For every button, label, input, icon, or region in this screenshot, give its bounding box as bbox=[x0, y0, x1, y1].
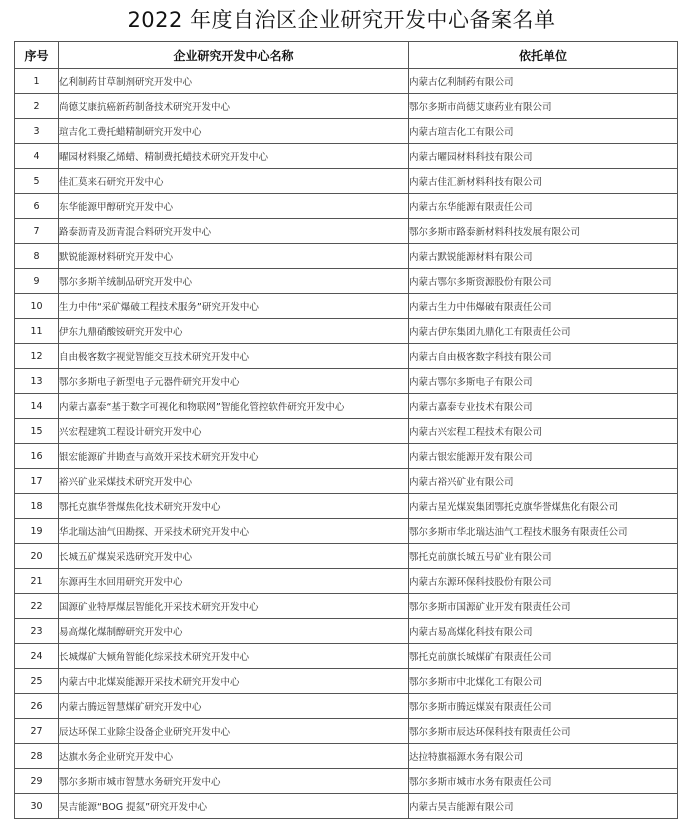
organization-cell: 内蒙古默锐能源材料有限公司 bbox=[409, 244, 678, 269]
table-row bbox=[15, 794, 678, 819]
center-name-cell: 路泰沥青及沥青混合料研究开发中心 bbox=[59, 219, 409, 244]
table-header-row bbox=[15, 42, 678, 69]
table-row bbox=[15, 294, 678, 319]
row-number: 28 bbox=[15, 744, 59, 769]
row-number: 21 bbox=[15, 569, 59, 594]
row-number: 15 bbox=[15, 419, 59, 444]
row-number: 13 bbox=[15, 369, 59, 394]
row-number: 6 bbox=[15, 194, 59, 219]
row-number: 18 bbox=[15, 494, 59, 519]
organization-cell: 内蒙古亿利制药有限公司 bbox=[409, 69, 678, 94]
organization-cell: 鄂托克前旗长城煤矿有限责任公司 bbox=[409, 644, 678, 669]
registry-table bbox=[14, 41, 678, 819]
center-name-cell: 伊东九鼎硝酸铵研究开发中心 bbox=[59, 319, 409, 344]
table-row bbox=[15, 544, 678, 569]
table-row bbox=[15, 519, 678, 544]
row-number: 27 bbox=[15, 719, 59, 744]
center-name-cell: 长城五矿煤炭采选研究开发中心 bbox=[59, 544, 409, 569]
organization-cell: 内蒙古伊东集团九鼎化工有限责任公司 bbox=[409, 319, 678, 344]
row-number: 29 bbox=[15, 769, 59, 794]
table-row bbox=[15, 419, 678, 444]
table-row bbox=[15, 394, 678, 419]
header-number: 序号 bbox=[15, 42, 59, 69]
center-name-cell: 鄂尔多斯电子新型电子元器件研究开发中心 bbox=[59, 369, 409, 394]
organization-cell: 内蒙古裕兴矿业有限公司 bbox=[409, 469, 678, 494]
center-name-cell: 裕兴矿业采煤技术研究开发中心 bbox=[59, 469, 409, 494]
organization-cell: 内蒙古瑄吉化工有限公司 bbox=[409, 119, 678, 144]
table-row bbox=[15, 669, 678, 694]
organization-cell: 内蒙古嘉泰专业技术有限公司 bbox=[409, 394, 678, 419]
center-name-cell: 曜园材料聚乙烯蜡、精制费托蜡技术研究开发中心 bbox=[59, 144, 409, 169]
organization-cell: 内蒙古曜园材料科技有限公司 bbox=[409, 144, 678, 169]
table-row bbox=[15, 569, 678, 594]
row-number: 10 bbox=[15, 294, 59, 319]
table-row bbox=[15, 694, 678, 719]
center-name-cell: 昊吉能源“BOG 提氦”研究开发中心 bbox=[59, 794, 409, 819]
organization-cell: 内蒙古东源环保科技股份有限公司 bbox=[409, 569, 678, 594]
organization-cell: 内蒙古易高煤化科技有限公司 bbox=[409, 619, 678, 644]
center-name-cell: 内蒙古腾远智慧煤矿研究开发中心 bbox=[59, 694, 409, 719]
table-row bbox=[15, 94, 678, 119]
row-number: 7 bbox=[15, 219, 59, 244]
table-row bbox=[15, 744, 678, 769]
center-name-cell: 生力中伟“采矿爆破工程技术服务”研究开发中心 bbox=[59, 294, 409, 319]
center-name-cell: 达旗水务企业研究开发中心 bbox=[59, 744, 409, 769]
row-number: 20 bbox=[15, 544, 59, 569]
center-name-cell: 鄂托克旗华誉煤焦化技术研究开发中心 bbox=[59, 494, 409, 519]
center-name-cell: 鄂尔多斯市城市智慧水务研究开发中心 bbox=[59, 769, 409, 794]
row-number: 24 bbox=[15, 644, 59, 669]
center-name-cell: 兴宏程建筑工程设计研究开发中心 bbox=[59, 419, 409, 444]
organization-cell: 内蒙古生力中伟爆破有限责任公司 bbox=[409, 294, 678, 319]
organization-cell: 鄂尔多斯市辰达环保科技有限责任公司 bbox=[409, 719, 678, 744]
organization-cell: 内蒙古昊吉能源有限公司 bbox=[409, 794, 678, 819]
center-name-cell: 辰达环保工业除尘设备企业研究开发中心 bbox=[59, 719, 409, 744]
row-number: 30 bbox=[15, 794, 59, 819]
table-row bbox=[15, 219, 678, 244]
organization-cell: 鄂托克前旗长城五号矿业有限公司 bbox=[409, 544, 678, 569]
center-name-cell: 长城煤矿大倾角智能化综采技术研究开发中心 bbox=[59, 644, 409, 669]
row-number: 25 bbox=[15, 669, 59, 694]
center-name-cell: 自由极客数字视觉智能交互技术研究开发中心 bbox=[59, 344, 409, 369]
table-row bbox=[15, 594, 678, 619]
center-name-cell: 国源矿业特厚煤层智能化开采技术研究开发中心 bbox=[59, 594, 409, 619]
table-row bbox=[15, 619, 678, 644]
organization-cell: 内蒙古兴宏程工程技术有限公司 bbox=[409, 419, 678, 444]
table-row bbox=[15, 169, 678, 194]
table-row bbox=[15, 144, 678, 169]
table-body bbox=[15, 69, 678, 819]
organization-cell: 鄂尔多斯市城市水务有限责任公司 bbox=[409, 769, 678, 794]
organization-cell: 鄂尔多斯市尚德艾康药业有限公司 bbox=[409, 94, 678, 119]
center-name-cell: 鄂尔多斯羊绒制品研究开发中心 bbox=[59, 269, 409, 294]
table-row bbox=[15, 369, 678, 394]
organization-cell: 鄂尔多斯市路泰新材料科技发展有限公司 bbox=[409, 219, 678, 244]
organization-cell: 内蒙古星光煤炭集团鄂托克旗华誉煤焦化有限公司 bbox=[409, 494, 678, 519]
table-row bbox=[15, 344, 678, 369]
row-number: 4 bbox=[15, 144, 59, 169]
document-title: 2022 年度自治区企业研究开发中心备案名单 bbox=[127, 8, 556, 32]
row-number: 22 bbox=[15, 594, 59, 619]
organization-cell: 鄂尔多斯市中北煤化工有限公司 bbox=[409, 669, 678, 694]
organization-cell: 达拉特旗福源水务有限公司 bbox=[409, 744, 678, 769]
header-center-name: 企业研究开发中心名称 bbox=[59, 42, 409, 69]
organization-cell: 鄂尔多斯市华北瑞达油气工程技术服务有限责任公司 bbox=[409, 519, 678, 544]
center-name-cell: 东华能源甲醇研究开发中心 bbox=[59, 194, 409, 219]
center-name-cell: 东源再生水回用研究开发中心 bbox=[59, 569, 409, 594]
organization-cell: 内蒙古鄂尔多斯资源股份有限公司 bbox=[409, 269, 678, 294]
table-row bbox=[15, 644, 678, 669]
table-row bbox=[15, 719, 678, 744]
center-name-cell: 易高煤化煤制醇研究开发中心 bbox=[59, 619, 409, 644]
center-name-cell: 银宏能源矿井勘查与高效开采技术研究开发中心 bbox=[59, 444, 409, 469]
row-number: 11 bbox=[15, 319, 59, 344]
row-number: 3 bbox=[15, 119, 59, 144]
organization-cell: 内蒙古银宏能源开发有限公司 bbox=[409, 444, 678, 469]
table-row bbox=[15, 494, 678, 519]
row-number: 23 bbox=[15, 619, 59, 644]
center-name-cell: 佳汇莫来石研究开发中心 bbox=[59, 169, 409, 194]
center-name-cell: 亿利制药甘草制剂研究开发中心 bbox=[59, 69, 409, 94]
table-row bbox=[15, 119, 678, 144]
center-name-cell: 尚德艾康抗癌新药制备技术研究开发中心 bbox=[59, 94, 409, 119]
organization-cell: 内蒙古鄂尔多斯电子有限公司 bbox=[409, 369, 678, 394]
organization-cell: 内蒙古东华能源有限责任公司 bbox=[409, 194, 678, 219]
table-row bbox=[15, 444, 678, 469]
row-number: 9 bbox=[15, 269, 59, 294]
row-number: 8 bbox=[15, 244, 59, 269]
center-name-cell: 内蒙古中北煤炭能源开采技术研究开发中心 bbox=[59, 669, 409, 694]
table-row bbox=[15, 769, 678, 794]
center-name-cell: 华北瑞达油气田勘探、开采技术研究开发中心 bbox=[59, 519, 409, 544]
table-row bbox=[15, 244, 678, 269]
center-name-cell: 默锐能源材料研究开发中心 bbox=[59, 244, 409, 269]
table-row bbox=[15, 319, 678, 344]
organization-cell: 内蒙古自由极客数字科技有限公司 bbox=[409, 344, 678, 369]
row-number: 17 bbox=[15, 469, 59, 494]
table-row bbox=[15, 194, 678, 219]
center-name-cell: 瑄吉化工费托蜡精制研究开发中心 bbox=[59, 119, 409, 144]
organization-cell: 鄂尔多斯市腾远煤炭有限责任公司 bbox=[409, 694, 678, 719]
row-number: 2 bbox=[15, 94, 59, 119]
row-number: 19 bbox=[15, 519, 59, 544]
center-name-cell: 内蒙古嘉泰“基于数字可视化和物联网”智能化管控软件研究开发中心 bbox=[59, 394, 409, 419]
table-row bbox=[15, 269, 678, 294]
table-row bbox=[15, 69, 678, 94]
organization-cell: 内蒙古佳汇新材料科技有限公司 bbox=[409, 169, 678, 194]
row-number: 26 bbox=[15, 694, 59, 719]
organization-cell: 鄂尔多斯市国源矿业开发有限责任公司 bbox=[409, 594, 678, 619]
row-number: 16 bbox=[15, 444, 59, 469]
row-number: 5 bbox=[15, 169, 59, 194]
header-organization: 依托单位 bbox=[409, 42, 678, 69]
row-number: 12 bbox=[15, 344, 59, 369]
table-row bbox=[15, 469, 678, 494]
row-number: 14 bbox=[15, 394, 59, 419]
row-number: 1 bbox=[15, 69, 59, 94]
